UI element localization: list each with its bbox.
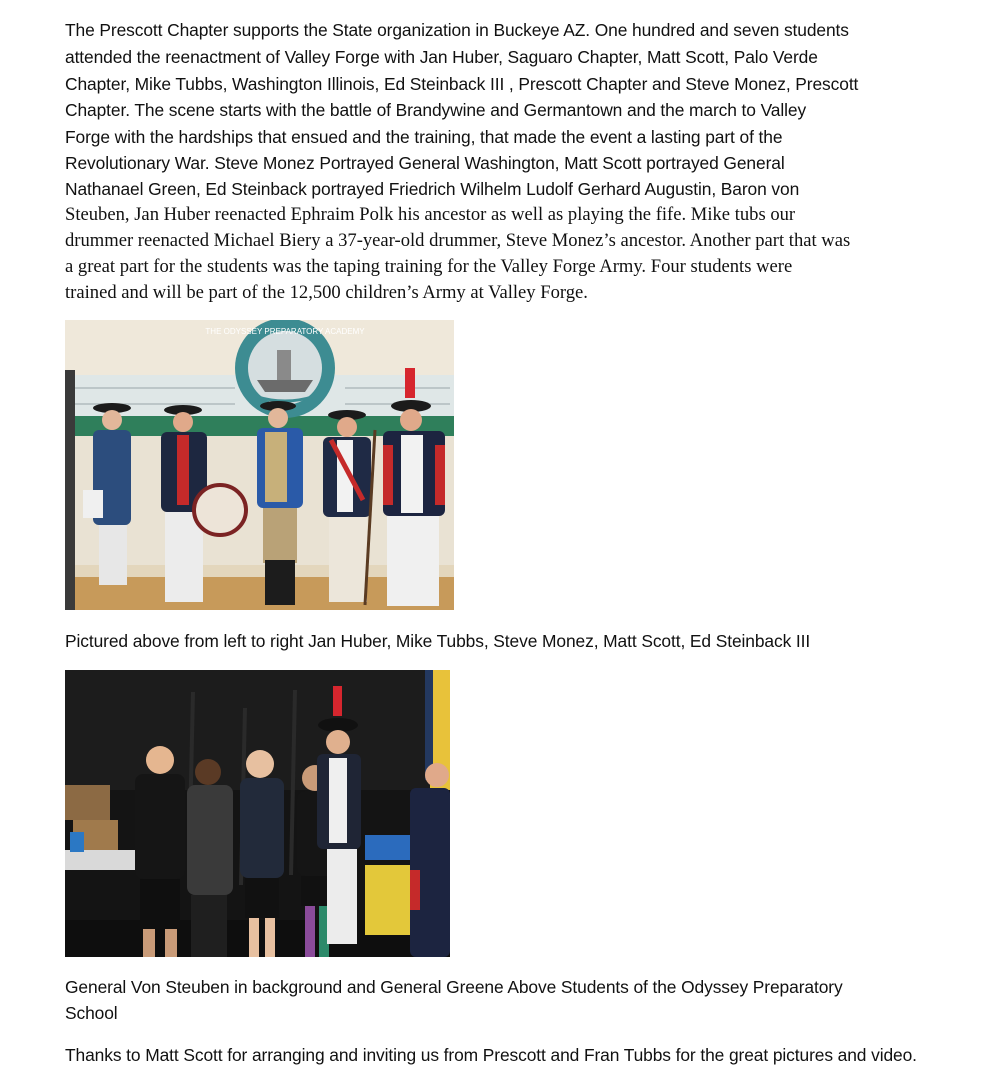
body-line-5: Forge with the hardships that ensued and the training, that made the event a lasting part of the xyxy=(65,127,783,147)
body-line-4: Chapter. The scene starts with the battle of Brandywine and Germantown and the march to Valley xyxy=(65,100,807,120)
photo2-caption-line-1: General Von Steuben in background and General Greene Above Students of the Odyssey Preparatory xyxy=(65,977,843,997)
photo1-caption: Pictured above from left to right Jan Huber, Mike Tubbs, Steve Monez, Matt Scott, Ed Steinback III xyxy=(65,631,811,651)
body-line-9: drummer reenacted Michael Biery a 37-year-old drummer, Steve Monez’s ancestor. Another part that was xyxy=(65,230,851,251)
closing-thanks: Thanks to Matt Scott for arranging and inviting us from Prescott and Fran Tubbs for the great pictures and video. xyxy=(65,1045,917,1065)
body-line-1: The Prescott Chapter supports the State organization in Buckeye AZ. One hundred and seven students xyxy=(65,20,849,40)
reenactors-group-photo xyxy=(65,320,454,610)
students-training-photo xyxy=(65,670,450,957)
photo2-caption-line-2: School xyxy=(65,1003,118,1023)
body-line-11: trained and will be part of the 12,500 children’s Army at Valley Forge. xyxy=(65,282,588,303)
body-line-10: a great part for the students was the taping training for the Valley Forge Army. Four students were xyxy=(65,256,793,277)
body-line-7: Nathanael Green, Ed Steinback portrayed Friedrich Wilhelm Ludolf Gerhard Augustin, Baron von xyxy=(65,179,800,199)
svg-text:THE ODYSSEY PREPARATORY ACADEM: THE ODYSSEY PREPARATORY ACADEMY xyxy=(205,327,365,336)
body-line-2: attended the reenactment of Valley Forge with Jan Huber, Saguaro Chapter, Matt Scott, Palo Verde xyxy=(65,47,818,67)
body-line-8: Steuben, Jan Huber reenacted Ephraim Polk his ancestor as well as playing the fife. Mike tubs our xyxy=(65,204,796,225)
body-line-3: Chapter, Mike Tubbs, Washington Illinois, Ed Steinback III , Prescott Chapter and Steve Monez, Prescott xyxy=(65,74,859,94)
body-line-6: Revolutionary War. Steve Monez Portrayed General Washington, Matt Scott portrayed General xyxy=(65,153,785,173)
